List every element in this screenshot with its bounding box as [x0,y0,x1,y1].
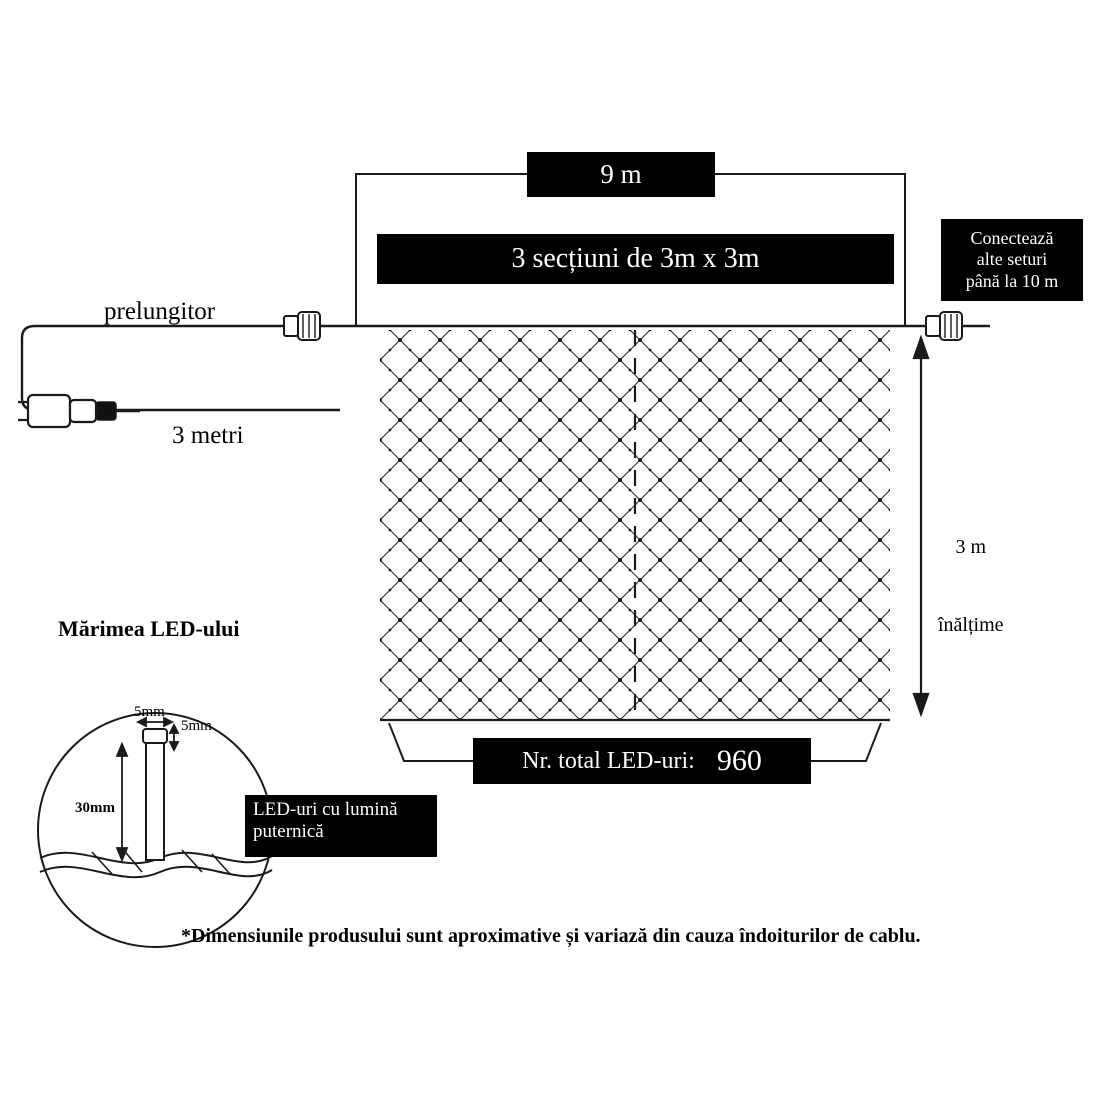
led-width-dimension: 5mm [134,704,165,720]
footnote: *Dimensiunile produsului sunt aproximative și variază din cauza îndoiturilor de cablu. [181,925,921,947]
power-plug-icon [18,395,140,427]
height-label-line2: înălțime [938,614,1004,636]
connect-more-line2: alte seturi [976,249,1048,270]
connect-more-line3: până la 10 m [965,270,1059,291]
lead-length-label: 3 metri [172,422,244,449]
height-label-line1: 3 m [955,536,987,558]
extension-cord-label: prelungitor [104,298,216,325]
width-label-text: 9 m [600,158,642,189]
led-detail-illustration [38,713,272,947]
led-net-mesh [380,330,890,720]
total-leds-value: 960 [716,744,762,778]
height-dimension-arrow [914,338,928,714]
led-length-dimension: 30mm [75,800,115,816]
bright-leds-callout-line2: puternică [253,821,324,843]
total-leds-label-text: Nr. total LED-uri: [522,747,695,774]
connect-more-line1: Conectează [970,228,1054,249]
bright-leds-callout [245,795,437,857]
connector-right-icon [926,312,990,340]
sections-label-text: 3 secțiuni de 3m x 3m [511,243,760,275]
sections-label [377,234,894,284]
connector-left-icon [284,312,320,340]
led-size-heading: Mărimea LED-ului [58,616,240,641]
led-tip-dimension: 5mm [181,718,212,734]
connect-more-label [941,219,1083,301]
height-label [938,482,1004,690]
total-leds-label [473,738,811,784]
bright-leds-callout-line1: LED-uri cu lumină [253,799,398,820]
width-label [527,152,715,197]
